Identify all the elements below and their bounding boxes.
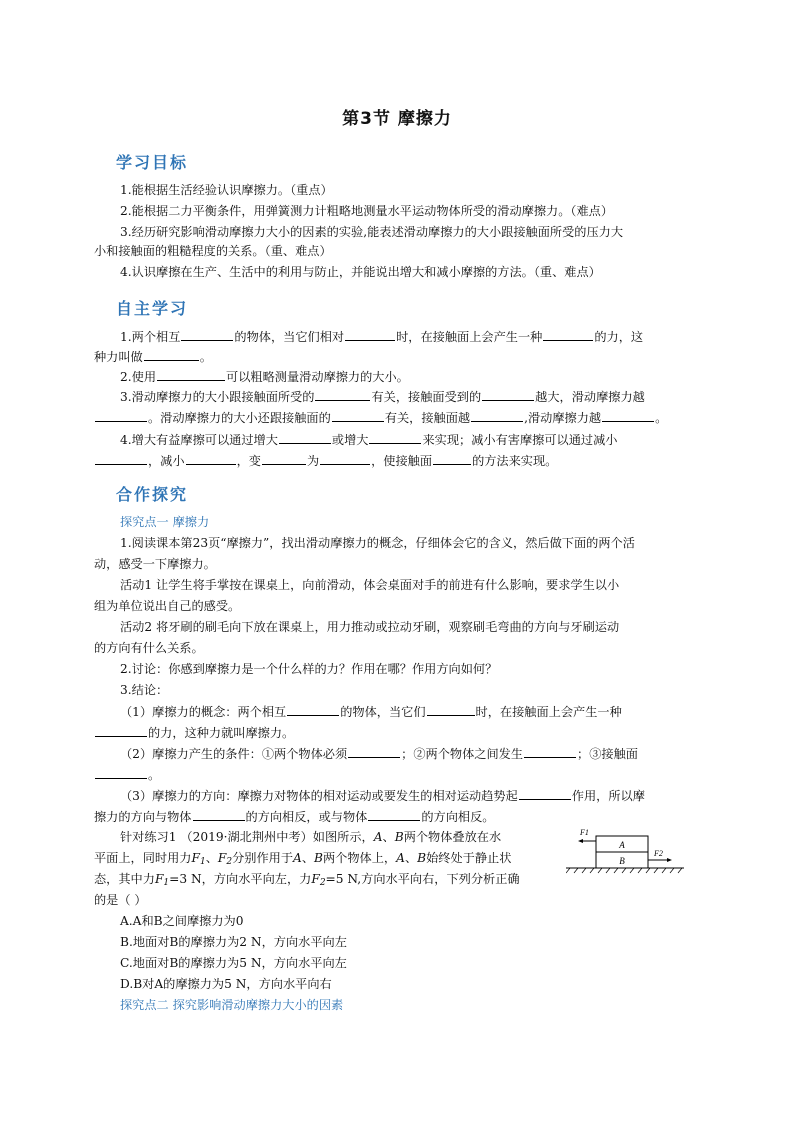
conclusion-3-line1	[120, 787, 645, 804]
fill-blank[interactable]	[369, 431, 421, 444]
activity-2: 活动2 将牙刷的刷毛向下放在课桌上，用力推动或拉动牙刷，观察刷毛弯曲的方向与牙刷运动	[120, 620, 620, 634]
goal-item-cont: 小和接触面的粗糙程度的关系。（重、难点）	[94, 244, 332, 258]
conclusion-1-line1	[120, 703, 622, 720]
var-A: A	[293, 851, 302, 865]
var-A: A	[396, 851, 405, 865]
question-3-line1	[120, 388, 645, 405]
fill-blank[interactable]	[368, 808, 420, 821]
conclusion-3-line2	[94, 808, 495, 825]
question-2	[120, 368, 409, 385]
text-segment: 始终处于静止状	[426, 851, 512, 865]
section-heading-goals: 学习目标	[116, 153, 189, 172]
question-1-line2	[94, 348, 212, 365]
text-segment: 的方向相反，或与物体	[245, 810, 368, 824]
question-4-line2	[94, 452, 557, 469]
text-segment: 来实现；减小有害摩擦可以通过减小	[422, 433, 618, 447]
var-F2: $F_2$	[311, 872, 326, 888]
text-segment: （3）摩擦力的方向：摩擦力对物体的相对运动或要发生的相对运动趋势起	[120, 789, 518, 803]
text-segment: 的物体，当它们	[340, 705, 426, 719]
text-segment: 。	[199, 350, 212, 364]
fill-blank[interactable]	[345, 328, 395, 341]
text-segment: 种力叫做	[94, 350, 143, 364]
fill-blank[interactable]	[144, 348, 199, 361]
exercise-1-line2: 平面上，同时用力$F_1$、$F_2$分别作用于A、B两个物体上，A、B始终处于静止状	[94, 851, 512, 867]
text-segment: （1）摩擦力的概念：两个相互	[120, 705, 287, 719]
text-segment: 的方向相反。	[421, 810, 495, 824]
option-c: C.地面对B的摩擦力为5 N，方向水平向左	[120, 956, 347, 970]
section-heading-coop: 合作探究	[116, 485, 189, 504]
inquiry-point-2: 探究点二 探究影响滑动摩擦力大小的因素	[120, 998, 344, 1012]
text-segment: 3.滑动摩擦力的大小跟接触面所受的	[120, 390, 315, 404]
fill-blank[interactable]	[193, 808, 245, 821]
ground-hatch	[566, 868, 682, 873]
goal-item: 2.能根据二力平衡条件，用弹簧测力计粗略地测量水平运动物体所受的滑动摩擦力。（难点）	[120, 204, 614, 218]
blocks-figure	[566, 820, 686, 880]
text-segment: 作用，所以摩	[571, 789, 645, 803]
exercise-1-line4: 的是（ ）	[94, 893, 147, 907]
block-a-label: A	[619, 840, 625, 850]
text-segment: 的方法来实现。	[472, 454, 558, 468]
fill-blank[interactable]	[433, 452, 471, 465]
block-b-label: B	[619, 856, 625, 866]
paragraph: 动，感受一下摩擦力。	[94, 557, 216, 571]
fill-blank[interactable]	[427, 703, 475, 716]
option-d: D.B对A的摩擦力为5 N，方向水平向右	[120, 977, 332, 991]
exercise-1-line1: 针对练习1 （2019·湖北荆州中考）如图所示，A、B两个物体叠放在水	[120, 830, 502, 844]
section-heading-self-study: 自主学习	[116, 299, 189, 318]
fill-blank[interactable]	[95, 409, 147, 422]
text-segment: ,滑动摩擦力越	[524, 411, 602, 425]
text-segment: 可以粗略测量滑动摩擦力的大小。	[226, 370, 409, 384]
text-segment: 平面上，同时用力	[94, 851, 192, 865]
goal-item: 3.经历研究影响滑动摩擦力大小的因素的实验,能表述滑动摩擦力的大小跟接触面所受的压力大	[120, 225, 624, 239]
fill-blank[interactable]	[482, 388, 534, 401]
discussion: 2.讨论：你感到摩擦力是一个什么样的力？作用在哪？作用方向如何？	[120, 662, 498, 676]
text-segment: 两个物体上，	[323, 851, 397, 865]
fill-blank[interactable]	[519, 787, 571, 800]
fill-blank[interactable]	[95, 724, 147, 737]
var-B: B	[394, 830, 404, 844]
arrowhead-right-icon	[667, 858, 672, 862]
text-segment: ，减小	[148, 454, 185, 468]
text-segment: 的力，这种力就叫摩擦力。	[148, 726, 295, 740]
fill-blank[interactable]	[279, 431, 331, 444]
question-3-line2	[94, 409, 667, 426]
page-title: 第3节 摩擦力	[342, 109, 452, 129]
fill-blank[interactable]	[181, 328, 233, 341]
goal-item: 4.认识摩擦在生产、生活中的利用与防止，并能说出增大和减小摩擦的方法。（重、难点）	[120, 265, 601, 279]
text-segment: 时，在接触面上会产生一种	[475, 705, 622, 719]
conclusion-1-line2	[94, 724, 294, 741]
conclusion-2-line1	[120, 745, 638, 762]
fill-blank[interactable]	[157, 368, 225, 381]
text-segment: 为	[306, 454, 320, 468]
activity-1-cont: 组为单位说出自己的感受。	[94, 599, 241, 613]
var-A: A	[373, 830, 383, 844]
text-segment: 。	[655, 411, 668, 425]
text-segment: ；③接触面	[577, 747, 638, 761]
paragraph: 1.阅读课本第23页“摩擦力”，找出滑动摩擦力的概念，仔细体会它的含义，然后做下面的两个活	[120, 536, 635, 550]
text-segment: 越大，滑动摩擦力越	[535, 390, 645, 404]
text-segment: （2）摩擦力产生的条件：①两个物体必须	[120, 747, 348, 761]
fill-blank[interactable]	[348, 745, 400, 758]
force-f1-label: F1	[580, 828, 589, 837]
text-segment: ，变	[236, 454, 261, 468]
fill-blank[interactable]	[262, 452, 306, 465]
text-segment: 。	[148, 768, 161, 782]
text-segment: 。滑动摩擦力的大小还跟接触面的	[148, 411, 331, 425]
var-B: B	[314, 851, 323, 865]
fill-blank[interactable]	[95, 452, 147, 465]
option-a: A.A和B之间摩擦力为0	[120, 914, 244, 928]
fill-blank[interactable]	[543, 328, 593, 341]
fill-blank[interactable]	[315, 388, 370, 401]
var-F1: $F_1$	[191, 851, 206, 867]
text-segment: ，使接触面	[371, 454, 433, 468]
text-segment: 时，在接触面上会产生一种	[396, 330, 543, 344]
var-F2: $F_2$	[217, 851, 233, 867]
question-1-line1	[120, 328, 643, 345]
fill-blank[interactable]	[602, 409, 654, 422]
fill-blank[interactable]	[287, 703, 339, 716]
goal-item: 1.能根据生活经验认识摩擦力。（重点）	[120, 183, 333, 197]
activity-1: 活动1 让学生将手掌按在课桌上，向前滑动，体会桌面对手的前进有什么影响，要求学生以小	[120, 578, 620, 592]
question-4-line1	[120, 431, 617, 448]
fill-blank[interactable]	[320, 452, 370, 465]
arrowhead-left-icon	[578, 839, 583, 843]
fill-blank[interactable]	[186, 452, 236, 465]
exercise-1-line3	[94, 871, 520, 891]
text-segment: 4.增大有益摩擦可以通过增大	[120, 433, 278, 447]
fill-blank[interactable]	[95, 766, 147, 779]
fill-blank[interactable]	[471, 409, 523, 422]
conclusion-heading: 3.结论：	[120, 683, 169, 697]
inquiry-point-1: 探究点一 摩擦力	[120, 515, 210, 529]
fill-blank[interactable]	[524, 745, 576, 758]
activity-2-cont: 的方向有什么关系。	[94, 641, 204, 655]
option-b: B.地面对B的摩擦力为2 N，方向水平向左	[120, 935, 347, 949]
text-segment: 有关，接触面越	[384, 411, 471, 425]
text-segment: 分别作用于	[232, 851, 294, 865]
text-segment: 的物体，当它们相对	[234, 330, 345, 344]
fill-blank[interactable]	[332, 409, 384, 422]
var-B: B	[417, 851, 427, 865]
text-segment: 的力，这	[594, 330, 644, 344]
text-segment: 1.两个相互	[120, 330, 181, 344]
force-f2-label: F2	[654, 849, 663, 858]
text-segment: 态，其中力	[94, 872, 155, 886]
text-segment: 有关，接触面受到的	[371, 390, 482, 404]
text-segment: 擦力的方向与物体	[94, 810, 192, 824]
var-F1: $F_1$	[154, 872, 170, 888]
text-segment: 两个物体叠放在水	[403, 830, 502, 844]
text-segment: 或增大	[331, 433, 369, 447]
text-segment: =5 N,方向水平向右，下列分析正确	[325, 872, 520, 886]
text-segment: ；②两个物体之间发生	[401, 747, 524, 761]
text-segment: =3 N，方向水平向左，力	[169, 872, 312, 886]
text-segment: 针对练习1 （2019·湖北荆州中考）如图所示，	[120, 830, 374, 844]
conclusion-2-line2	[94, 766, 160, 783]
text-segment: 2.使用	[120, 370, 157, 384]
